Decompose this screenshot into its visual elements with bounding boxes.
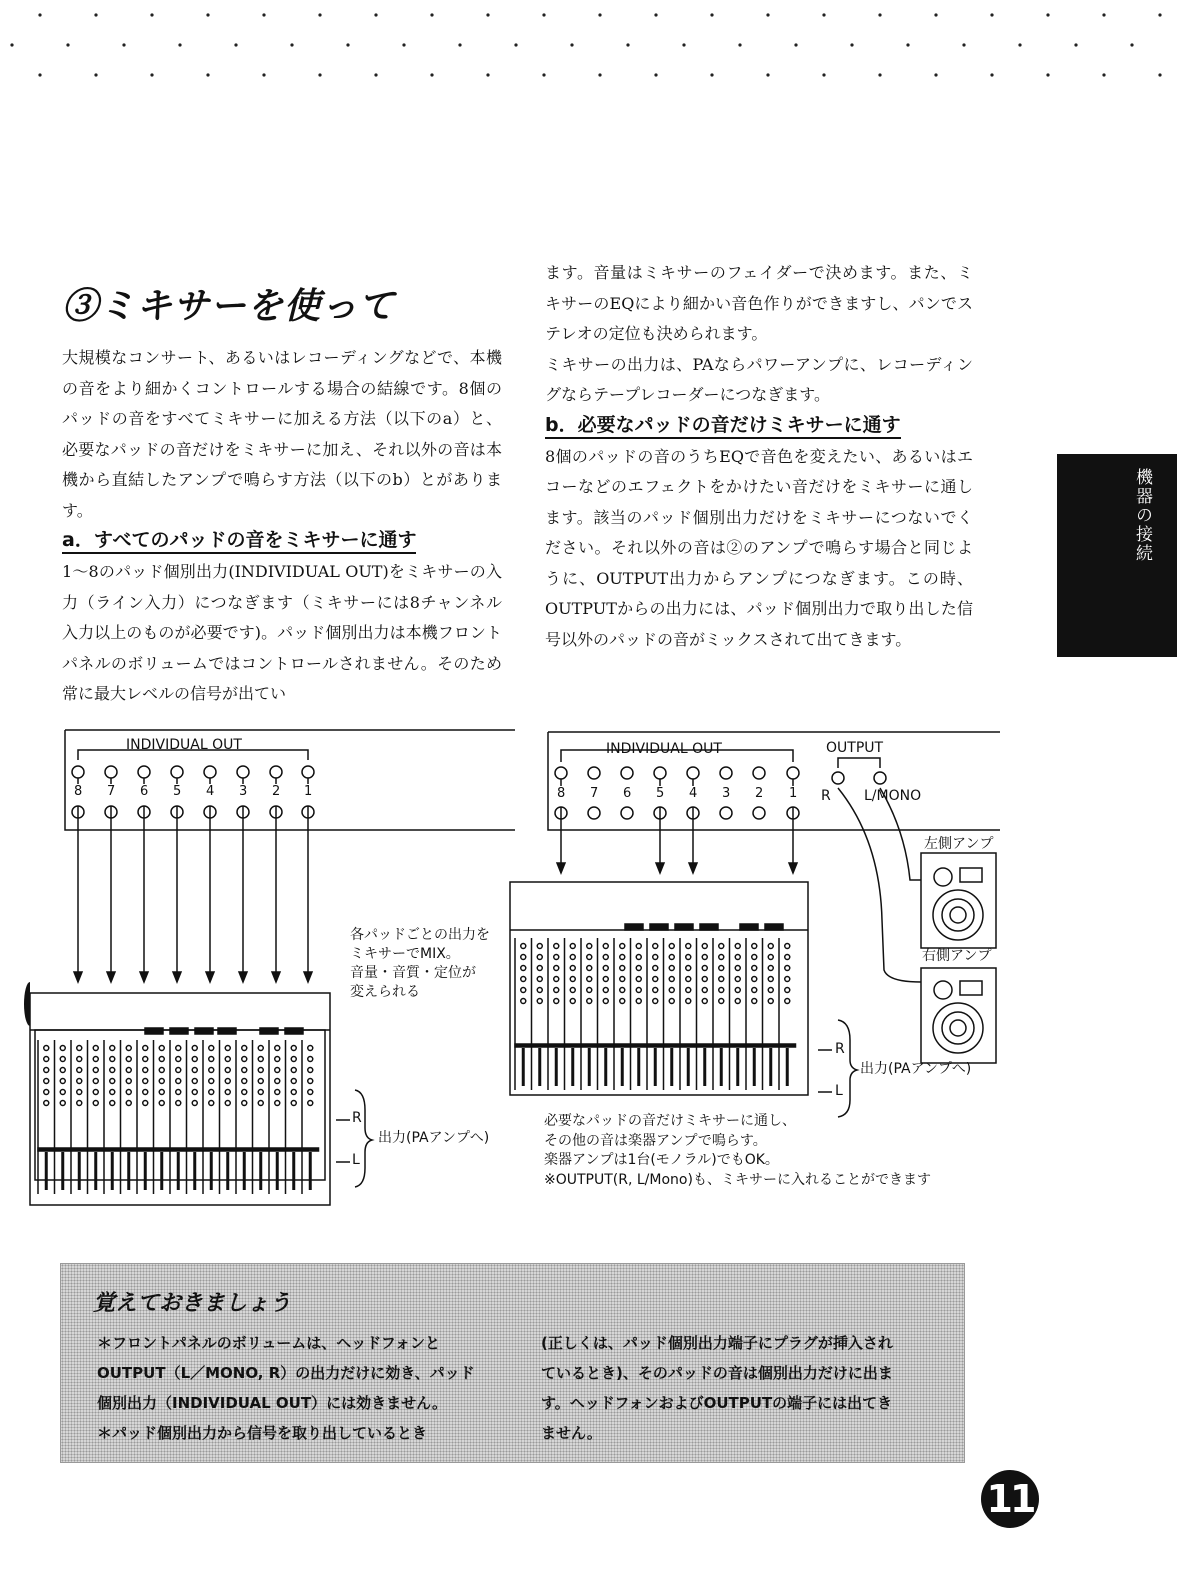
jack-number: 4	[206, 784, 215, 799]
individual-out-label-b: INDIVIDUAL OUT	[606, 741, 722, 757]
reminder-line: ているとき)、そのパッドの音は個別出力だけに出ま	[541, 1364, 893, 1382]
intro-paragraph: 大規模なコンサート、あるいはレコーディングなどで、本機の音をより細かくコントロールする場合の結線です。8個のパッドの音をすべてミキサーに加える方法（以下のa）と、必要なパッドの音だけをミキサーに加え、それ以外の音は本機から直結したアンプで鳴らす方法（以下のb）とがあります。	[62, 348, 502, 520]
section-b-heading: b．必要なパッドの音だけミキサーに通す	[545, 413, 901, 439]
jack-number: 6	[623, 786, 632, 801]
amp-right	[921, 968, 996, 1063]
section-a-heading: a．すべてのパッドの音をミキサーに通す	[62, 528, 416, 554]
page-number: 11	[981, 1470, 1039, 1528]
mixer-b-out-r: R	[835, 1041, 845, 1057]
jack-number: 3	[239, 784, 248, 799]
cable-output-r-to-right-amp	[838, 788, 921, 982]
jack-number: 4	[689, 786, 698, 801]
caption-a-line: 変えられる	[350, 984, 420, 1000]
jack-number: 7	[107, 784, 116, 799]
section-a-paragraph: 1～8のパッド個別出力(INDIVIDUAL OUT)をミキサーの入力（ライン入力）につなぎます（ミキサーには8チャンネル入力以上のものが必要です)。パッド個別出力は本機フロントパネルのボリュームではコントロールされません。そのため常に最大レベルの信号が出てい	[62, 562, 502, 703]
jack-number: 8	[557, 786, 566, 801]
continuation-paragraph: ます。音量はミキサーのフェイダーで決めます。また、ミキサーのEQにより細かい音色作りができますし、パンでステレオの定位も決められます。	[545, 263, 973, 343]
mixer-a-output-caption: 出力(PAアンプへ)	[378, 1130, 490, 1146]
mixer-b-output-caption: 出力(PAアンプへ)	[860, 1061, 972, 1077]
jack-number: 5	[173, 784, 182, 799]
reminder-line: OUTPUT（L／MONO, R）の出力だけに効き、パッド	[97, 1364, 475, 1382]
amp-left-label: 左側アンプ	[924, 836, 994, 852]
output-bracket-b	[838, 758, 880, 768]
diagram-b-caption	[544, 1112, 931, 1190]
page-title: ③ミキサーを使って	[62, 285, 396, 327]
caption-b-line: ※OUTPUT(R, L/Mono)も、ミキサーに入れることができます	[544, 1171, 931, 1188]
reminder-line: ＊フロントパネルのボリュームは、ヘッドフォンと	[97, 1334, 441, 1352]
caption-a-line: 音量・音質・定位が	[350, 965, 476, 981]
caption-a-line: 各パッドごとの出力を	[350, 927, 490, 943]
output-paragraph: ミキサーの出力は、PAならパワーアンプに、レコーディングならテープレコーダーにつなぎます。	[545, 354, 973, 404]
reminder-line: (正しくは、パッド個別出力端子にプラグが挿入され	[541, 1334, 893, 1352]
reminder-line: ません。	[541, 1424, 602, 1442]
amp-left	[921, 853, 996, 948]
section-b-paragraph: 8個のパッドの音のうちEQで音色を変えたい、あるいはエコーなどのエフェクトをかけたい音だけをミキサーに通します。該当のパッド個別出力だけをミキサーにつないでください。それ以外の音は②のアンプで鳴らす場合と同じように、OUTPUT出力からアンプにつなぎます。この時、OUTPUTからの出力には、パッド個別出力で取り出した信号以外のパッドの音がミックスされて出てきます。	[545, 446, 973, 649]
reminder-title: 覚えておきましょう	[93, 1291, 292, 1316]
jack-number: 1	[304, 784, 313, 799]
output-label-b: OUTPUT	[826, 740, 884, 756]
jack-number: 6	[140, 784, 149, 799]
reminder-line: ＊パッド個別出力から信号を取り出しているとき	[97, 1424, 428, 1442]
jack-number: 3	[722, 786, 731, 801]
caption-a-line: ミキサーでMIX。	[350, 946, 460, 962]
reminder-box	[60, 1263, 965, 1463]
output-r-label: R	[821, 788, 831, 804]
caption-b-line: その他の音は楽器アンプで鳴らす。	[544, 1132, 767, 1149]
right-column	[545, 258, 973, 655]
mixer-b-output-brace	[838, 1020, 857, 1117]
amp-right-label: 右側アンプ	[922, 948, 992, 964]
jack-number: 1	[789, 786, 798, 801]
reminder-right-column	[541, 1328, 931, 1448]
reminder-line: す。ヘッドフォンおよびOUTPUTの端子には出てき	[541, 1394, 893, 1412]
output-lmono-label: L/MONO	[864, 788, 922, 804]
mixer-b-out-l: L	[835, 1083, 843, 1099]
jack-number: 2	[272, 784, 281, 799]
reminder-line: 個別出力（INDIVIDUAL OUT）には効きません。	[97, 1394, 447, 1412]
mixer-a-out-r: R	[352, 1110, 362, 1126]
jack-number: 7	[590, 786, 599, 801]
jack-number: 8	[74, 784, 83, 799]
jack-number: 2	[755, 786, 764, 801]
caption-b-line: 必要なパッドの音だけミキサーに通し、	[544, 1113, 796, 1129]
side-chapter-tab	[1057, 454, 1177, 657]
individual-out-label-a: INDIVIDUAL OUT	[126, 737, 242, 753]
jack-number: 5	[656, 786, 665, 801]
left-column	[62, 343, 502, 710]
mixer-a-out-l: L	[352, 1152, 360, 1168]
side-tab-label: 機器の接続	[1132, 468, 1152, 563]
caption-b-line: 楽器アンプは1台(モノラル)でもOK。	[544, 1152, 779, 1168]
diagram-a-caption	[350, 926, 490, 1002]
dot-border-decoration	[0, 0, 1177, 90]
reminder-left-column	[97, 1328, 487, 1448]
mixer-a-output-brace	[355, 1090, 372, 1187]
